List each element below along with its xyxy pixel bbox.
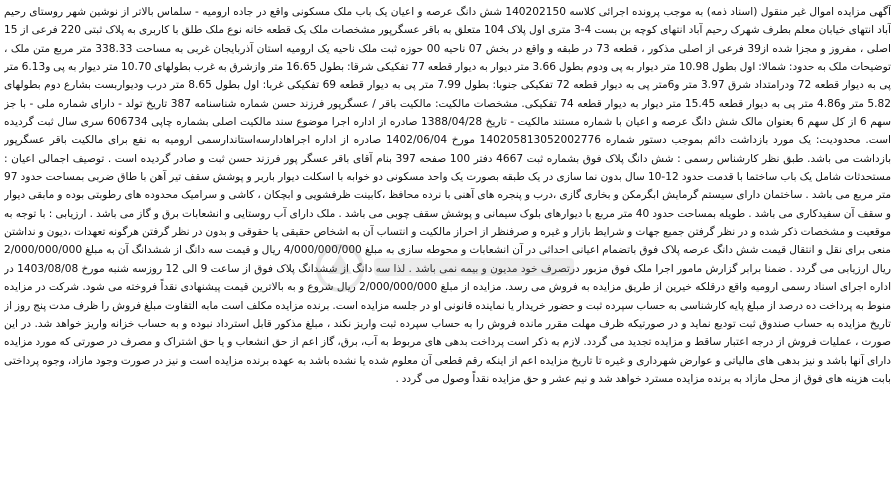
auction-notice-text: آگهی مزایده اموال غیر منقول (اسناد ذمه) به موجب پرونده اجرائی کلاسه 140202150 شش دانگ عرصه و اعیان یک باب ملک مسکونی واقع در جاده ارومیه - سلماس بالاتر از نوشین شهر روستای رحیم آباد انتهای خیابان معلم بطرف شهرک رحیم آباد انتهای کوچه بن بست 4-3 متری اول پلاک 104 متعلق به باقر عسگرپور مشخصات ملک یک قطعه خانه نوع ملک طلق با کاربری به پلاک ثبتی 220 فرعی از 15 اصلی ، مفروز و مجزا شده از39 فرعی از اصلی مذکور ، قطعه 73 در طبقه و واقع در بخش 07 ناحیه 00 حوزه ثبت ملک ناحیه یک ارومیه استان آذربایجان غربی به مساحت 338.33 متر مربع متن ملک ، توضیحات ملک به حدود: شمالا: اول بطول 10.98 متر دیوار به پی ودوم بطول 3.66 متر دیوار به دیوار قطعه 77 تفکیکی شرقا: بطول 16.65 متر وازشرق به غرب بطولهای 10.70 متر دیوار به پی و6.13 متر پی به دیوار قطعه 72 ودرامتداد شرق 3.97 متر و6متر پی به دیوار قطعه 72 تفکیکی جنوبا: بطول 7.99 متر پی به دیوار قطعه 69 تفکیکی غربا: اول بطول 8.65 متر درب ودیواربست بشارع دوم بطولهای 5.82 متر و4.86 متر پی به دیوار قطعه 15.45 متر دیوار به دیوار قطعه 74 تفکیکی. مشخصات مالکیت: مالکیت باقر / عسگرپور فرزند حسن شماره شناسنامه 387 تاریخ تولد - دارای شماره ملی - با جز سهم 6 از کل سهم 6 بعنوان مالک شش دانگ عرصه و اعیان با شماره مستند مالکیت - تاریخ 1388/04/28 صادره از اداره اجرا موضوع سند مالکیت اصلی بشماره چاپی 606734 سری سال ثبت گردیده است. محدودیت: یک مورد بازداشت دائم بموجب دستور شماره 140205813052002776 مورخ 1402/06/04 صادره از اداره اجراهادارسه‌استاندارسمی ارومیه به نفع برای مالکیت باقر عسگرپور بازداشت می باشد. طبق نظر کارشناس رسمی : شش دانگ پلاک فوق بشماره ثبت 4667 دفتر 100 صفحه 397 بنام آقای باقر عسگر پور فرزند حسن ثبت و صادر گردیده است . توصیف اجمالی اعیان : مستحدثات شامل یک باب ساختما با قدمت حدود 12-10 سال بدون نما سازی در یک طبقه بصورت یک واحد مسکونی دو خوابه با اسکلت دیوار باربر و پوشش سقف تیر آهن با طاق ضربی بمساحت حدود 97 متر مربع می باشد . ساختمان دارای سیستم گرمایش ابگرمکن و بخاری گازی ،درب و پنجره های آهنی با نرده محافظ ،کابینت ظرفشویی و ابچکان ، کاشی و سرامیک محدوده های رطوبتی بوده و مابقی دیوار و سقف آن سفیدکاری می باشد . طویله بمساحت حدود 40 متر مربع با دیوارهای بلوک سیمانی و پوشش سقف چوبی می باشد . ملک دارای آب روستایی و انشعابات برق و گاز می باشد . ارزیابی : با توجه به موقعیت و مشخصات ذکر شده و در نظر گرفتن جمیع جهات و شرایط بازار و غیره و صرفنظر از احراز مالکیت و انتساب آن به اشخاص حقیقی یا حقوقی و بدون در نظر گرفتن هرگونه تعهدات ،دیون و نداشتن منعی برای نقل و انتقال قیمت شش دانگ عرصه پلاک فوق باتضمام اعیانی احداثی در آن انشعابات و محوطه سازی به مبلغ 4/000/000/000 ریال و قیمت سه دانگ از ششدانگ آن به مبلغ 2/000/000/000 ریال ارزیابی می گردد . ضمنا برابر گزارش مامور اجرا ملک فوق مزبور درتصرف خود مدیون و بیمه نمی باشد . لذا سه دانگ از ششدانگ پلاک فوق از ساعت 9 الی 12 روزسه شنبه مورخ 1403/08/08 در اداره اجرای اسناد رسمی ارومیه واقع درقلکه خیرین از طریق مزایده به فروش می رسد. مزایده از مبلغ 2/000/000/000 ریال شروع و به بالاترین قیمت پیشنهادی نقداً فروخته می شود. شرکت در مزایده منوط به پرداخت ده درصد از مبلغ پایه کارشناسی به حساب سپرده ثبت و حضور خریدار یا نماینده قانونی او در جلسه مزایده است. برنده مزایده مکلف است مابه التفاوت مبلغ فروش را ظرف مدت پنج روز از تاریخ مزایده به حساب صندوق ثبت تودیع نماید و در صورتیکه ظرف مهلت مقرر مانده فروش را به حساب سپرده ثبت واریز نکند ، مبلغ مذکور قابل استرداد نبوده و به حساب خزانه واریز خواهد شد. در این صورت ، عملیات فروش از درجه اعتبار ساقط و مزایده تجدید می گردد. لازم به ذکر است پرداخت بدهی های مربوط به آب، برق، گاز اعم از حق انشعاب و یا حق اشتراک و مصرف در صورتی که مورد مزایده دارای آنها باشد و نیز بدهی های مالیاتی و عوارض شهرداری و غیره تا تاریخ مزایده اعم از اینکه رقم قطعی آن معلوم شده یا نشده باشد به عهده برنده مزایده است و نیز در صورت وجود مازاد، وجوه پرداختی بابت هزینه های فوق از محل مازاد به برنده مزایده مسترد خواهد شد و نیم عشر و حق مزایده نقداً وصول می گردد . xyxy=(4,6,891,385)
